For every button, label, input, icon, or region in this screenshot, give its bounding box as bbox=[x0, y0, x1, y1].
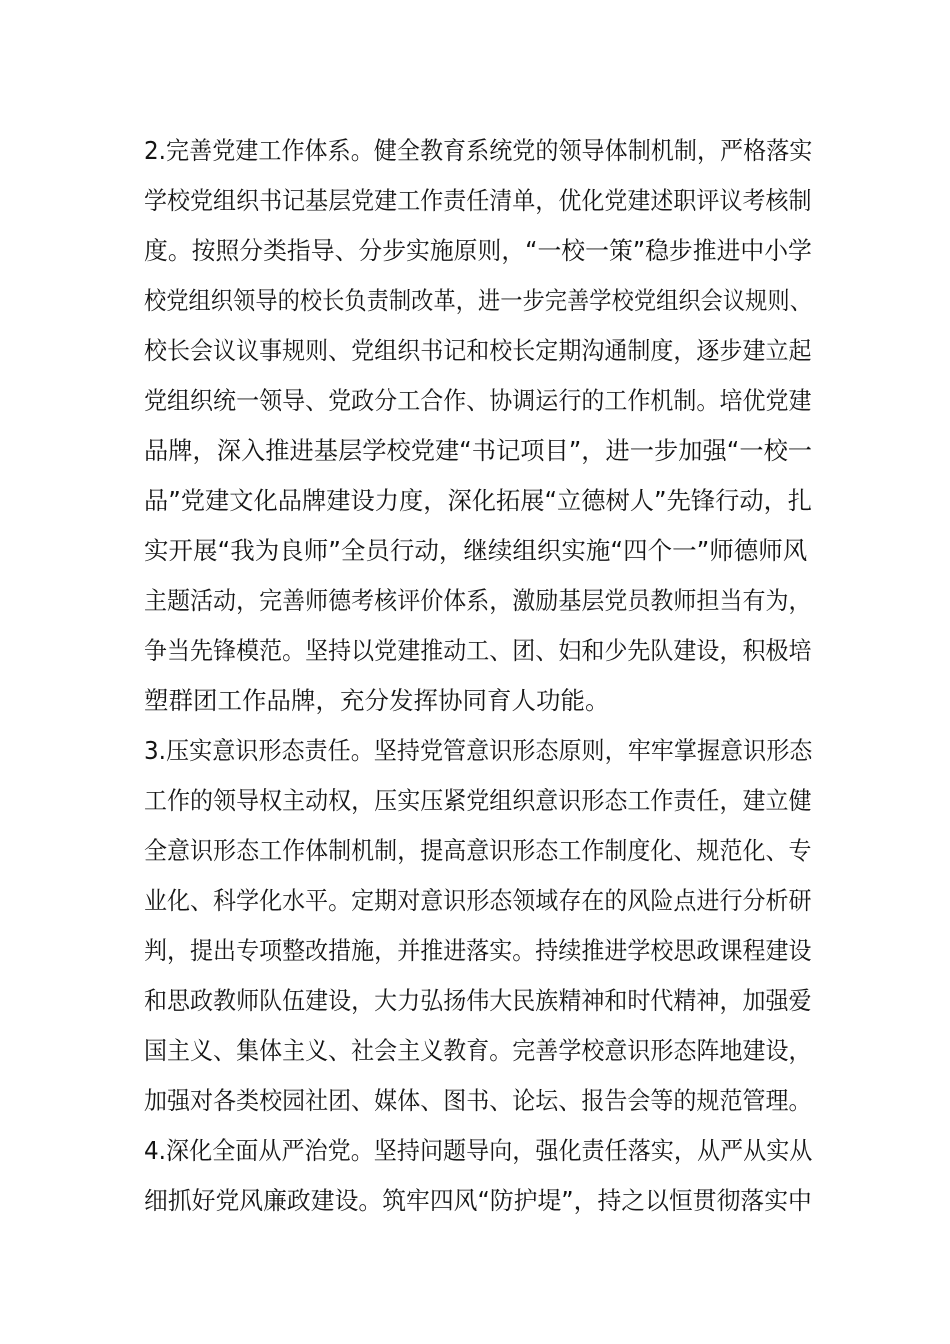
text-line: 实开展“我为良师”全员行动，继续组织实施“四个一”师德师风 bbox=[144, 536, 808, 565]
text-line: 2.完善党建工作体系。健全教育系统党的领导体制机制，严格落实 bbox=[144, 136, 813, 165]
text-line: 校党组织领导的校长负责制改革，进一步完善学校党组织会议规则、 bbox=[144, 286, 812, 315]
text-line: 国主义、集体主义、社会主义教育。完善学校意识形态阵地建设， bbox=[144, 1036, 812, 1065]
text-line: 4.深化全面从严治党。坚持问题导向，强化责任落实，从严从实从 bbox=[144, 1136, 813, 1165]
text-line: 塑群团工作品牌，充分发挥协同育人功能。 bbox=[144, 686, 610, 715]
text-line: 品牌，深入推进基层学校党建“书记项目”，进一步加强“一校一 bbox=[144, 436, 813, 465]
text-line: 党组织统一领导、党政分工合作、协调运行的工作机制。培优党建 bbox=[144, 386, 812, 415]
text-line: 业化、科学化水平。定期对意识形态领域存在的风险点进行分析研 bbox=[144, 886, 812, 915]
text-line: 学校党组织书记基层党建工作责任清单，优化党建述职评议考核制 bbox=[144, 186, 812, 215]
text-line: 校长会议议事规则、党组织书记和校长定期沟通制度，逐步建立起 bbox=[144, 336, 812, 365]
text-line: 细抓好党风廉政建设。筑牢四风“防护堤”，持之以恒贯彻落实中 bbox=[144, 1186, 812, 1215]
text-line: 品”党建文化品牌建设力度，深化拓展“立德树人”先锋行动，扎 bbox=[144, 486, 813, 515]
text-line: 判，提出专项整改措施，并推进落实。持续推进学校思政课程建设 bbox=[144, 936, 812, 965]
text-line: 度。按照分类指导、分步实施原则，“一校一策”稳步推进中小学 bbox=[144, 236, 812, 265]
text-line: 争当先锋模范。坚持以党建推动工、团、妇和少先队建设，积极培 bbox=[144, 636, 812, 665]
text-line: 主题活动，完善师德考核评价体系，激励基层党员教师担当有为， bbox=[144, 586, 812, 615]
text-line: 和思政教师队伍建设，大力弘扬伟大民族精神和时代精神，加强爱 bbox=[144, 986, 812, 1015]
text-line: 加强对各类校园社团、媒体、图书、论坛、报告会等的规范管理。 bbox=[144, 1086, 812, 1115]
text-line: 全意识形态工作体制机制，提高意识形态工作制度化、规范化、专 bbox=[144, 836, 812, 865]
text-line: 工作的领导权主动权，压实压紧党组织意识形态工作责任，建立健 bbox=[144, 786, 812, 815]
text-line: 3.压实意识形态责任。坚持党管意识形态原则，牢牢掌握意识形态 bbox=[144, 736, 813, 765]
